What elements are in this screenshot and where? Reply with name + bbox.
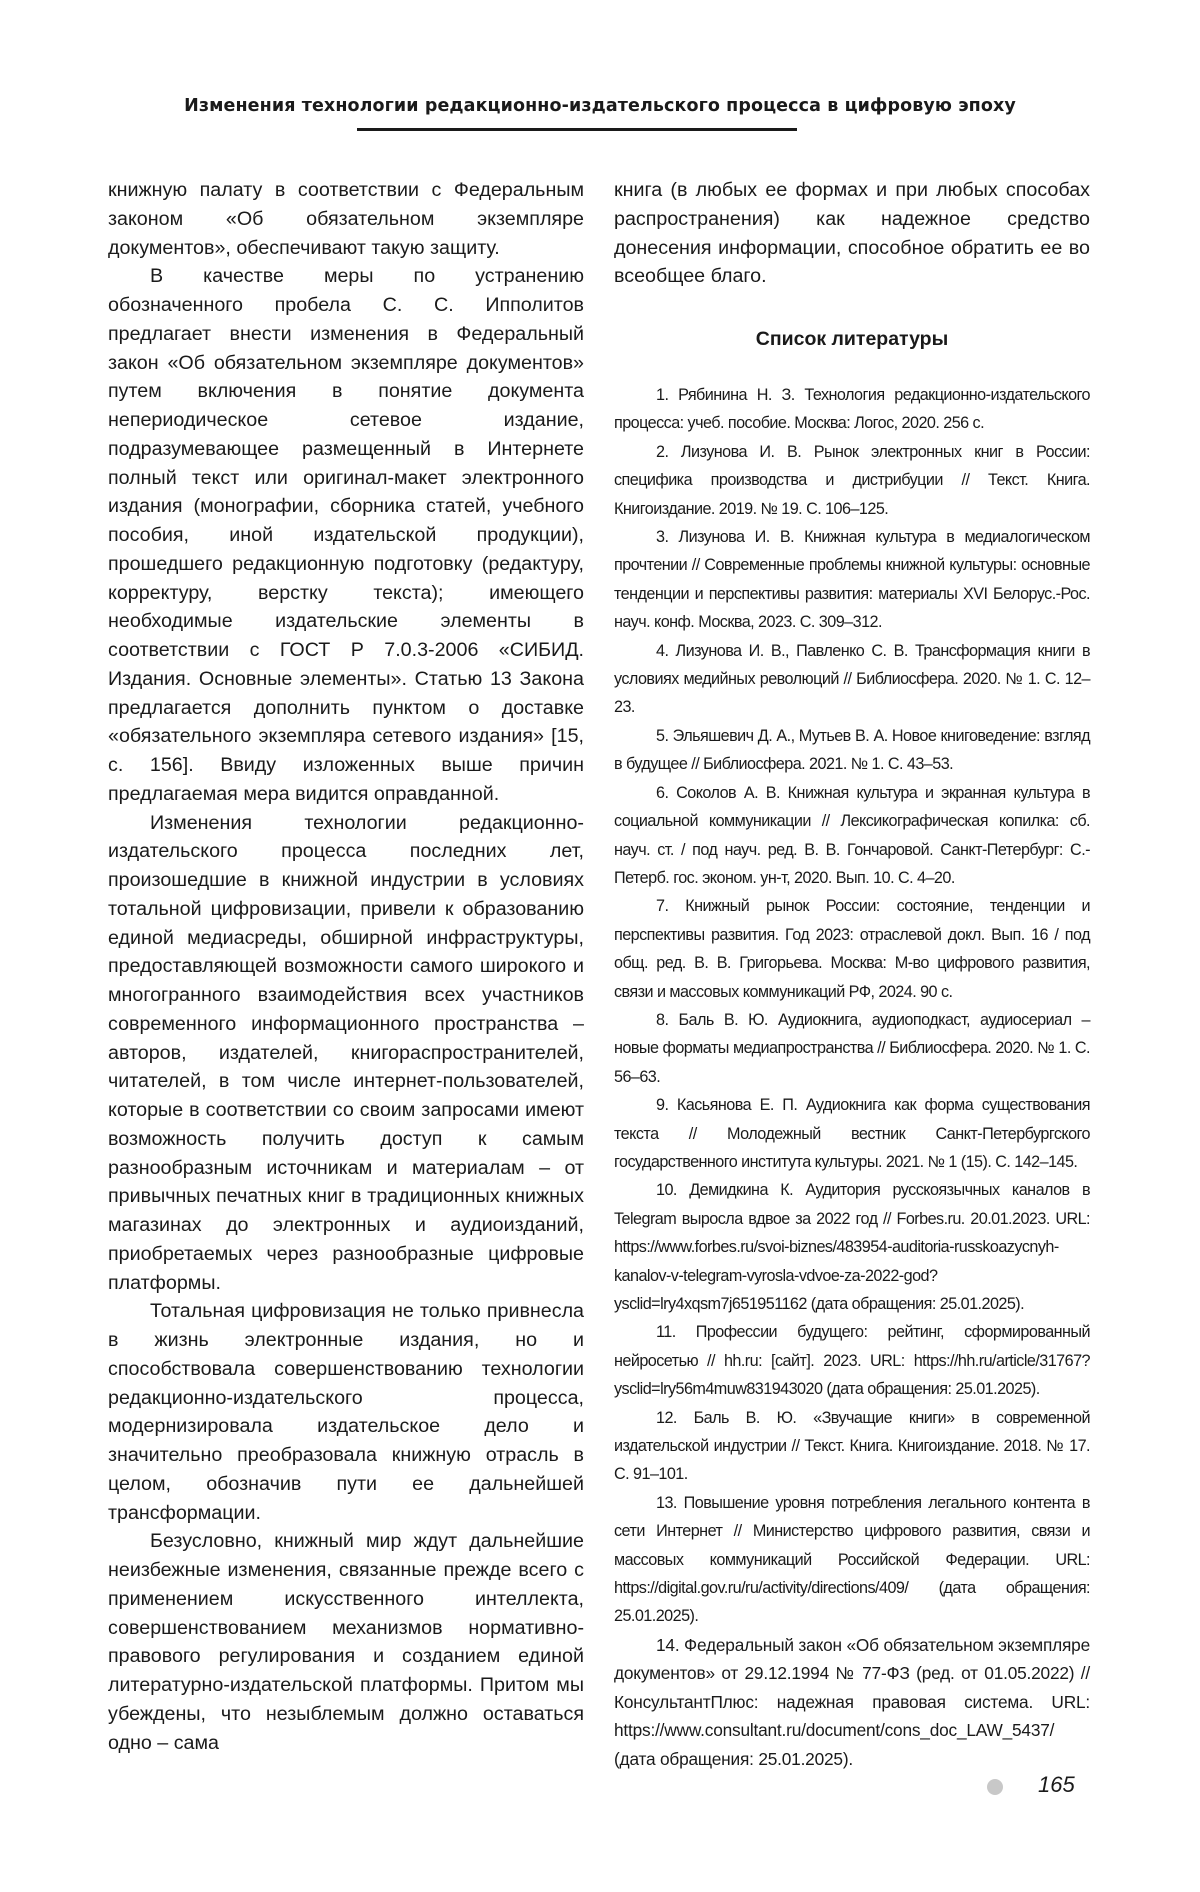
- left-text-column: [108, 176, 584, 1757]
- references-list: [614, 381, 1090, 1773]
- right-text-column: [614, 176, 1090, 1773]
- page-number: 165: [1038, 1772, 1075, 1797]
- paragraph: книжную палату в соответствии с Федеральным законом «Об обязательном экземпляре документов», обеспечивают такую защиту.: [108, 179, 584, 259]
- reference-item: 1. Рябинина Н. З. Технология редакционно-издательского процесса: учеб. пособие. Москва: Логос, 2020. 256 с.: [614, 386, 1090, 433]
- reference-item: 12. Баль В. Ю. «Звучащие книги» в современной издательской индустрии // Текст. Книга. Книгоиздание. 2018. № 17. С. 91–101.: [614, 1408, 1090, 1484]
- reference-item: 2. Лизунова И. В. Рынок электронных книг в России: специфика производства и дистрибуции // Текст. Книга. Книгоиздание. 2019. № 19. С. 106–125.: [614, 442, 1090, 518]
- reference-item: 8. Баль В. Ю. Аудиокнига, аудиоподкаст, аудиосериал – новые форматы медиапространства // Библиосфера. 2020. № 1. С. 56–63.: [614, 1010, 1090, 1086]
- reference-item: 11. Профессии будущего: рейтинг, сформированный нейросетью // hh.ru: [сайт]. 2023. URL: https://hh.ru/article/31767?ysclid=lry56m4muw831943020 (дата обращения: 25.01.2025).: [614, 1323, 1090, 1399]
- reference-item: 7. Книжный рынок России: состояние, тенденции и перспективы развития. Год 2023: отраслевой докл. Вып. 16 / под общ. ред. В. В. Григорьева. Москва: М-во цифрового развития, связи и массовых коммуникаций РФ, 2024. 90 с.: [614, 897, 1090, 1001]
- running-head-title: Изменения технологии редакционно-издательского процесса в цифровую эпоху: [184, 96, 1016, 116]
- reference-item: 9. Касьянова Е. П. Аудиокнига как форма существования текста // Молодежный вестник Санкт-Петербургского государственного института культуры. 2021. № 1 (15). С. 142–145.: [614, 1096, 1090, 1171]
- reference-item: 10. Демидкина К. Аудитория русскоязычных каналов в Telegram выросла вдвое за 2022 год // Forbes.ru. 20.01.2023. URL: https://www.forbes.ru/svoi-biznes/483954-auditoria-russkoazycnyh-kanalov-v-telegram-vyrosla-vdvoe-za-2022-god?ysclid=lry4xqsm7j651951162 (дата обращения: 25.01.2025).: [614, 1181, 1090, 1313]
- reference-item: 13. Повышение уровня потребления легального контента в сети Интернет // Министерство цифрового развития, связи и массовых коммуникаций Российской Федерации. URL: https://digital.gov.ru/ru/activity/directions/409/ (дата обращения: 25.01.2025).: [614, 1493, 1090, 1626]
- paragraph-continuation: книга (в любых ее формах и при любых способах распространения) как надежное средство донесения информации, способное обратить ее во всеобщее благо.: [614, 179, 1090, 288]
- reference-item: 14. Федеральный закон «Об обязательном экземпляре документов» от 29.12.1994 № 77-ФЗ (ред. от 01.05.2022) // КонсультантПлюс: надежная правовая система. URL: https://www.consultant.ru/document/cons_doc_LAW_5437/ (дата обращения: 25.01.2025).: [614, 1634, 1090, 1769]
- page-marker-dot: [987, 1779, 1003, 1795]
- header-rule: [357, 128, 797, 131]
- reference-item: 5. Эльяшевич Д. А., Мутьев В. А. Новое книговедение: взгляд в будущее // Библиосфера. 2021. № 1. С. 43–53.: [614, 726, 1090, 774]
- reference-item: 3. Лизунова И. В. Книжная культура в медиалогическом прочтении // Современные проблемы книжной культуры: основные тенденции и перспективы развития: материалы XVI Белорус.-Рос. науч. конф. Москва, 2023. С. 309–312.: [614, 528, 1090, 632]
- paragraph: Безусловно, книжный мир ждут дальнейшие неизбежные изменения, связанные прежде всего с применением искусственного интеллекта, совершенствованием механизмов нормативно-правового регулирования и созданием единой литературно-издательской платформы. Притом мы убеждены, что незыблемым должно оставаться одно – сама: [108, 1530, 584, 1754]
- references-heading: Список литературы: [755, 328, 949, 350]
- reference-item: 6. Соколов А. В. Книжная культура и экранная культура в социальной коммуникации // Лексикографическая копилка: сб. науч. ст. / под науч. ред. В. В. Гончаровой. Санкт-Петербург: С.-Петерб. гос. эконом. ун-т, 2020. Вып. 10. С. 4–20.: [614, 783, 1090, 887]
- paragraph: Тотальная цифровизация не только привнесла в жизнь электронные издания, но и способствовала совершенствованию технологии редакционно-издательского процесса, модернизировала издательское дело и значительно преобразовала книжную отрасль в целом, обозначив пути ее дальнейшей трансформации.: [108, 1300, 584, 1524]
- paragraph: Изменения технологии редакционно-издательского процесса последних лет, произошедшие в книжной индустрии в условиях тотальной цифровизации, привели к образованию единой медиасреды, обширной инфраструктуры, предоставляющей возможности самого широкого и многогранного взаимодействия всех участников современного информационного пространства – авторов, издателей, книгораспространителей, читателей, в том числе интернет-пользователей, которые в соответствии со своим запросами имеют возможность получить доступ к самым разнообразным источникам и материалам – от привычных печатных книг в традиционных книжных магазинах до электронных и аудиоизданий, приобретаемых через разнообразные цифровые платформы.: [108, 811, 584, 1294]
- reference-item: 4. Лизунова И. В., Павленко С. В. Трансформация книги в условиях медийных революций // Библиосфера. 2020. № 1. С. 12–23.: [614, 641, 1090, 717]
- paragraph: В качестве меры по устранению обозначенного пробела С. С. Ипполитов предлагает внести изменения в Федеральный закон «Об обязательном экземпляре документов» путем включения в понятие документа непериодическое сетевое издание, подразумевающее размещенный в Интернете полный текст или оригинал-макет электронного издания (монографии, сборника статей, учебного пособия, иной издательской продукции), прошедшего редакционную подготовку (редактуру, корректуру, верстку текста); имеющего необходимые издательские элементы в соответствии с ГОСТ Р 7.0.3-2006 «СИБИД. Издания. Основные элементы». Статью 13 Закона предлагается дополнить пунктом о доставке «обязательного экземпляра сетевого издания» [15, с. 156]. Ввиду изложенных выше причин предлагаемая мера видится оправданной.: [108, 265, 584, 805]
